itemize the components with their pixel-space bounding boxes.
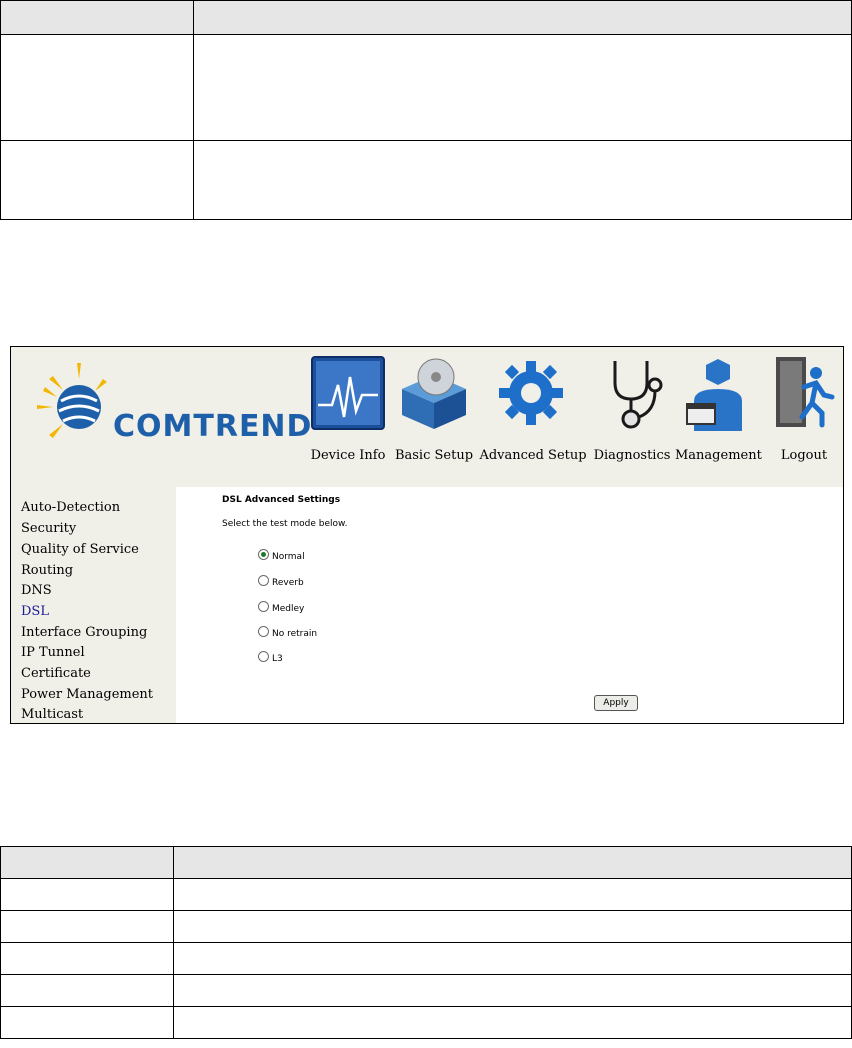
sun-globe-icon [29,357,109,467]
table-cell [174,975,852,1007]
radio-option-l3[interactable] [258,653,283,664]
sidebar-item-quality-of-service[interactable]: Quality of Service [21,542,139,557]
table-cell [194,35,852,141]
table-cell [1,911,174,943]
table-cell [1,1007,174,1039]
table-row [1,1007,852,1039]
table-cell [174,943,852,975]
nav-device-info[interactable] [307,355,389,463]
table-header-row [1,847,852,879]
management-icon [680,355,756,431]
sidebar-item-power-management[interactable]: Power Management [21,687,154,702]
sidebar-item-multicast[interactable]: Multicast [21,707,84,722]
table-row [1,943,852,975]
radio-button[interactable] [258,575,269,586]
table-cell [174,1007,852,1039]
banner [11,347,843,487]
radio-option-no-retrain[interactable] [258,628,317,639]
brand-name: COMTREND [113,409,313,444]
radio-button[interactable] [258,626,269,637]
radio-label: Medley [272,603,305,614]
top-doc-table [0,0,852,220]
radio-label: Reverb [272,577,304,588]
radio-option-reverb[interactable] [258,577,304,588]
radio-option-medley[interactable] [258,603,304,614]
device-info-icon [310,355,386,431]
radio-button[interactable] [258,549,269,560]
sidebar-item-ip-tunnel[interactable]: IP Tunnel [21,645,85,660]
sidebar-item-interface-grouping[interactable]: Interface Grouping [21,625,148,640]
nav-logout[interactable] [769,355,839,463]
sidebar-item-dns[interactable]: DNS [21,583,52,598]
advanced-setup-icon [495,355,571,431]
table-row [1,911,852,943]
table-header-cell [1,1,194,35]
radio-label: Normal [272,551,305,562]
apply-button[interactable]: Apply [594,695,638,711]
sidebar-item-security[interactable]: Security [21,521,77,536]
table-cell [1,141,194,220]
page-title: DSL Advanced Settings [222,495,341,505]
nav-label: Basic Setup [394,448,474,463]
radio-label: L3 [272,653,283,664]
table-cell [1,35,194,141]
table-cell [194,141,852,220]
nav-label: Advanced Setup [479,448,587,463]
nav-label: Logout [780,448,828,463]
sidebar-item-dsl[interactable]: DSL [21,604,49,619]
nav-label: Diagnostics [593,448,671,463]
table-row [1,975,852,1007]
table-row [1,141,852,220]
table-cell [1,975,174,1007]
table-row [1,35,852,141]
nav-basic-setup[interactable] [391,355,477,463]
table-cell [174,879,852,911]
sidebar-item-auto-detection[interactable]: Auto-Detection [21,500,121,515]
table-row [1,879,852,911]
comtrend-logo [29,357,313,477]
table-header-cell [194,1,852,35]
sidebar-item-routing[interactable]: Routing [21,563,74,578]
nav-label: Management [675,448,762,463]
radio-button[interactable] [258,651,269,662]
basic-setup-icon [396,355,472,431]
main-content [176,487,843,723]
nav-diagnostics[interactable] [591,355,673,463]
page-description: Select the test mode below. [222,519,348,529]
radio-label: No retrain [272,628,318,639]
radio-option-normal[interactable] [258,551,305,562]
table-cell [1,943,174,975]
table-header-cell [174,847,852,879]
radio-button[interactable] [258,601,269,612]
logout-icon [772,355,836,431]
table-header-row [1,1,852,35]
sidebar [11,487,176,723]
stethoscope-icon [597,355,667,431]
sidebar-item-certificate[interactable]: Certificate [21,666,91,681]
router-ui-screenshot [10,346,844,724]
nav-advanced-setup[interactable] [479,355,587,463]
table-cell [1,879,174,911]
nav-label: Device Info [310,448,386,463]
table-cell [174,911,852,943]
table-header-cell [1,847,174,879]
bottom-doc-table [0,846,852,1039]
nav-management[interactable] [675,355,761,463]
